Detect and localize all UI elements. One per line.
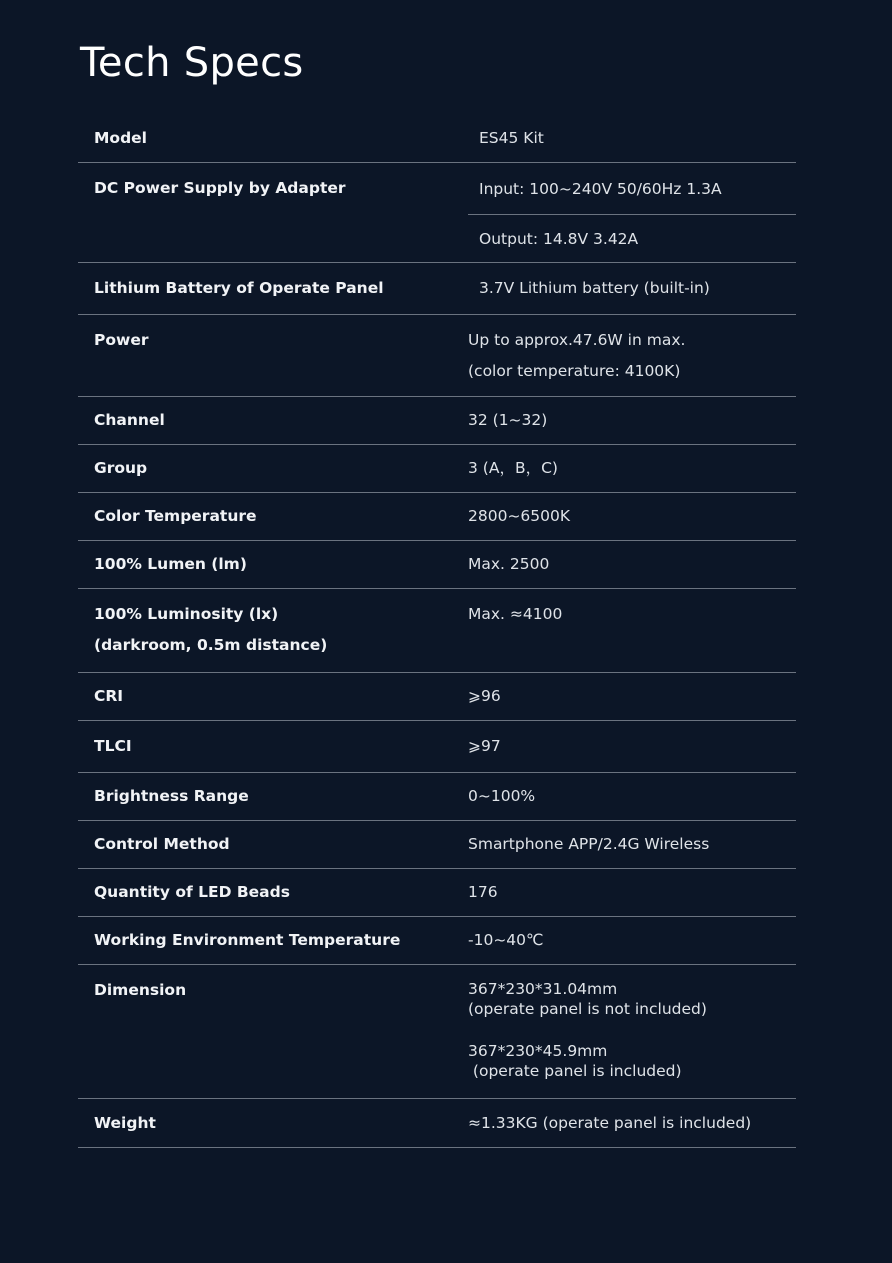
spec-value-text: ES45 Kit [479, 128, 544, 147]
spec-label: Channel [94, 411, 165, 429]
spec-value [468, 315, 796, 396]
spec-label: Lithium Battery of Operate Panel [94, 279, 384, 297]
spec-value: 32 (1~32) [468, 411, 548, 429]
spec-value-stack [468, 163, 796, 262]
spec-value-output: Output: 14.8V 3.42A [479, 229, 639, 248]
page-title: Tech Specs [80, 40, 304, 86]
spec-label: Weight [94, 1113, 156, 1132]
spec-label: Color Temperature [94, 507, 257, 525]
spec-label: Working Environment Temperature [94, 931, 401, 949]
spec-value: 0~100% [468, 787, 536, 805]
spec-value-line: (operate panel is not included) [468, 1000, 707, 1018]
spec-value-line: (operate panel is included) [468, 1062, 682, 1080]
spec-value-line: 367*230*45.9mm [468, 1042, 608, 1060]
spec-row-cri [78, 673, 796, 721]
spec-value: ⩾97 [468, 737, 501, 755]
spec-value [468, 965, 796, 1098]
spec-value-text: 3.7V Lithium battery (built-in) [479, 279, 710, 297]
spec-value: -10~40℃ [468, 931, 544, 949]
spec-value [468, 123, 796, 154]
spec-row-control-method [78, 821, 796, 869]
spec-value-input: Input: 100~240V 50/60Hz 1.3A [468, 163, 796, 215]
spec-value: Max. 2500 [468, 555, 550, 573]
spec-row-channel [78, 397, 796, 445]
spec-label: Dimension [94, 981, 187, 999]
spec-row-weight [78, 1099, 796, 1148]
spec-value: 2800~6500K [468, 507, 571, 525]
spec-row-group [78, 445, 796, 493]
spec-label [78, 589, 468, 672]
spec-label: Control Method [94, 835, 230, 853]
spec-label: DC Power Supply by Adapter [94, 179, 346, 197]
spec-row-led-beads [78, 869, 796, 917]
spec-value: 3 (A，B，C) [468, 459, 558, 477]
spec-label: Brightness Range [94, 787, 249, 805]
spec-label: Quantity of LED Beads [94, 883, 290, 901]
spec-row-power [78, 315, 796, 397]
spec-value: 176 [468, 883, 498, 901]
spec-row-color-temperature [78, 493, 796, 541]
spec-row-working-temperature [78, 917, 796, 965]
spec-value: ≈1.33KG (operate panel is included) [468, 1113, 752, 1132]
spec-row-dc-power [78, 163, 796, 263]
spec-value-line: 367*230*31.04mm [468, 980, 618, 998]
spec-label: Group [94, 459, 148, 477]
spec-label: CRI [94, 687, 124, 705]
spec-label: 100% Lumen (lm) [94, 555, 247, 573]
spec-value: ⩾96 [468, 687, 501, 705]
spec-table [78, 114, 796, 1148]
spec-row-battery [78, 263, 796, 315]
spec-row-brightness [78, 773, 796, 821]
spec-row-dimension [78, 965, 796, 1099]
spec-label: Power [94, 331, 149, 349]
spec-row-lumen [78, 541, 796, 589]
spec-label: TLCI [94, 737, 132, 755]
spec-value: Max. ≈4100 [468, 605, 563, 623]
spec-label-line: (darkroom, 0.5m distance) [94, 636, 328, 654]
spec-value-line: (color temperature: 4100K) [468, 362, 681, 380]
spec-row-luminosity [78, 589, 796, 673]
spec-row-tlci [78, 721, 796, 773]
spec-row-model [78, 114, 796, 163]
spec-label: Model [94, 128, 147, 147]
spec-value [468, 273, 796, 304]
spec-value: Smartphone APP/2.4G Wireless [468, 835, 710, 853]
spec-value-line: Up to approx.47.6W in max. [468, 331, 686, 349]
spec-label-line: 100% Luminosity (lx) [94, 605, 279, 623]
